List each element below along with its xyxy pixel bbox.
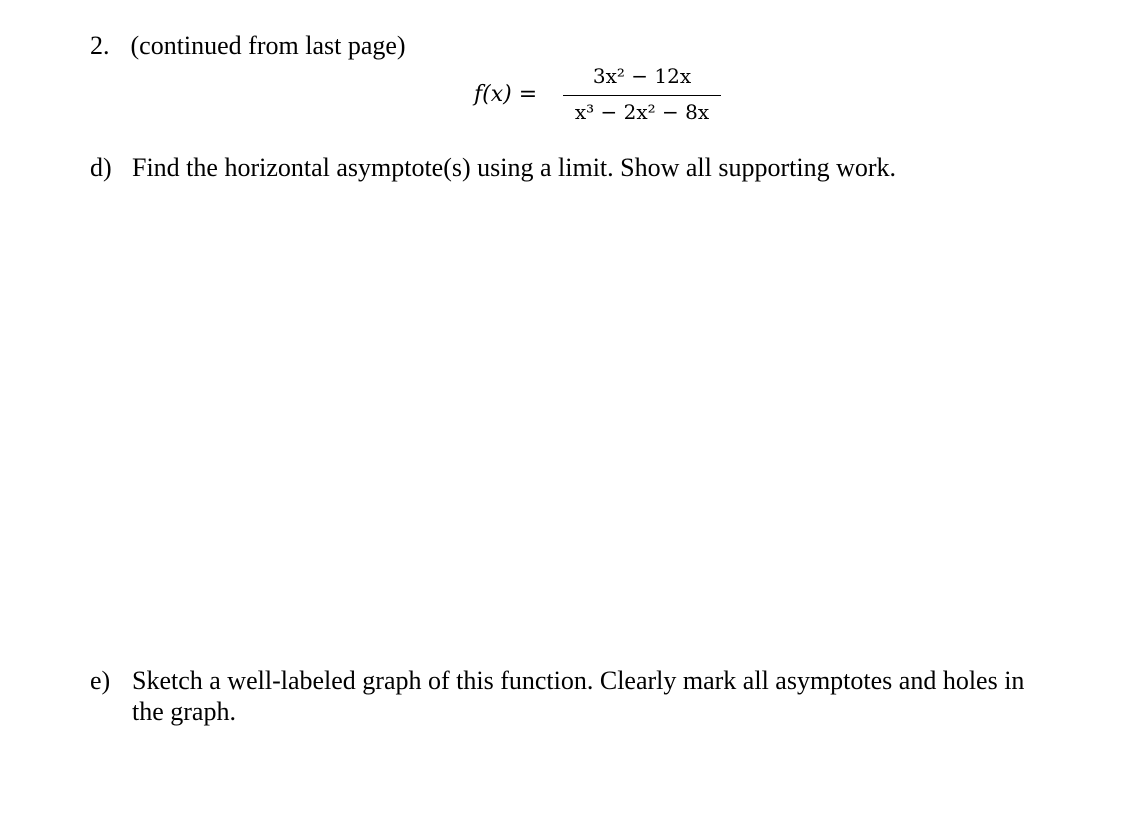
fraction-bar bbox=[563, 95, 721, 96]
formula-numerator: 3x² − 12x bbox=[592, 64, 692, 88]
part-e bbox=[90, 665, 1090, 731]
formula-denominator: x³ − 2x² − 8x bbox=[574, 100, 710, 124]
question-header-text: (continued from last page) bbox=[130, 31, 406, 60]
function-formula bbox=[474, 60, 734, 130]
question-number: 2. bbox=[90, 31, 110, 60]
part-d-label: d) bbox=[90, 153, 112, 182]
part-d bbox=[90, 152, 1090, 184]
part-d-text: Find the horizontal asymptote(s) using a limit. Show all supporting work. bbox=[132, 153, 897, 182]
formula-lhs: f(x) = bbox=[474, 82, 538, 107]
question-header bbox=[90, 30, 406, 62]
part-e-text: Sketch a well-labeled graph of this function. Clearly mark all asymptotes and holes in the graph. bbox=[132, 666, 1025, 726]
part-e-label: e) bbox=[90, 666, 111, 695]
